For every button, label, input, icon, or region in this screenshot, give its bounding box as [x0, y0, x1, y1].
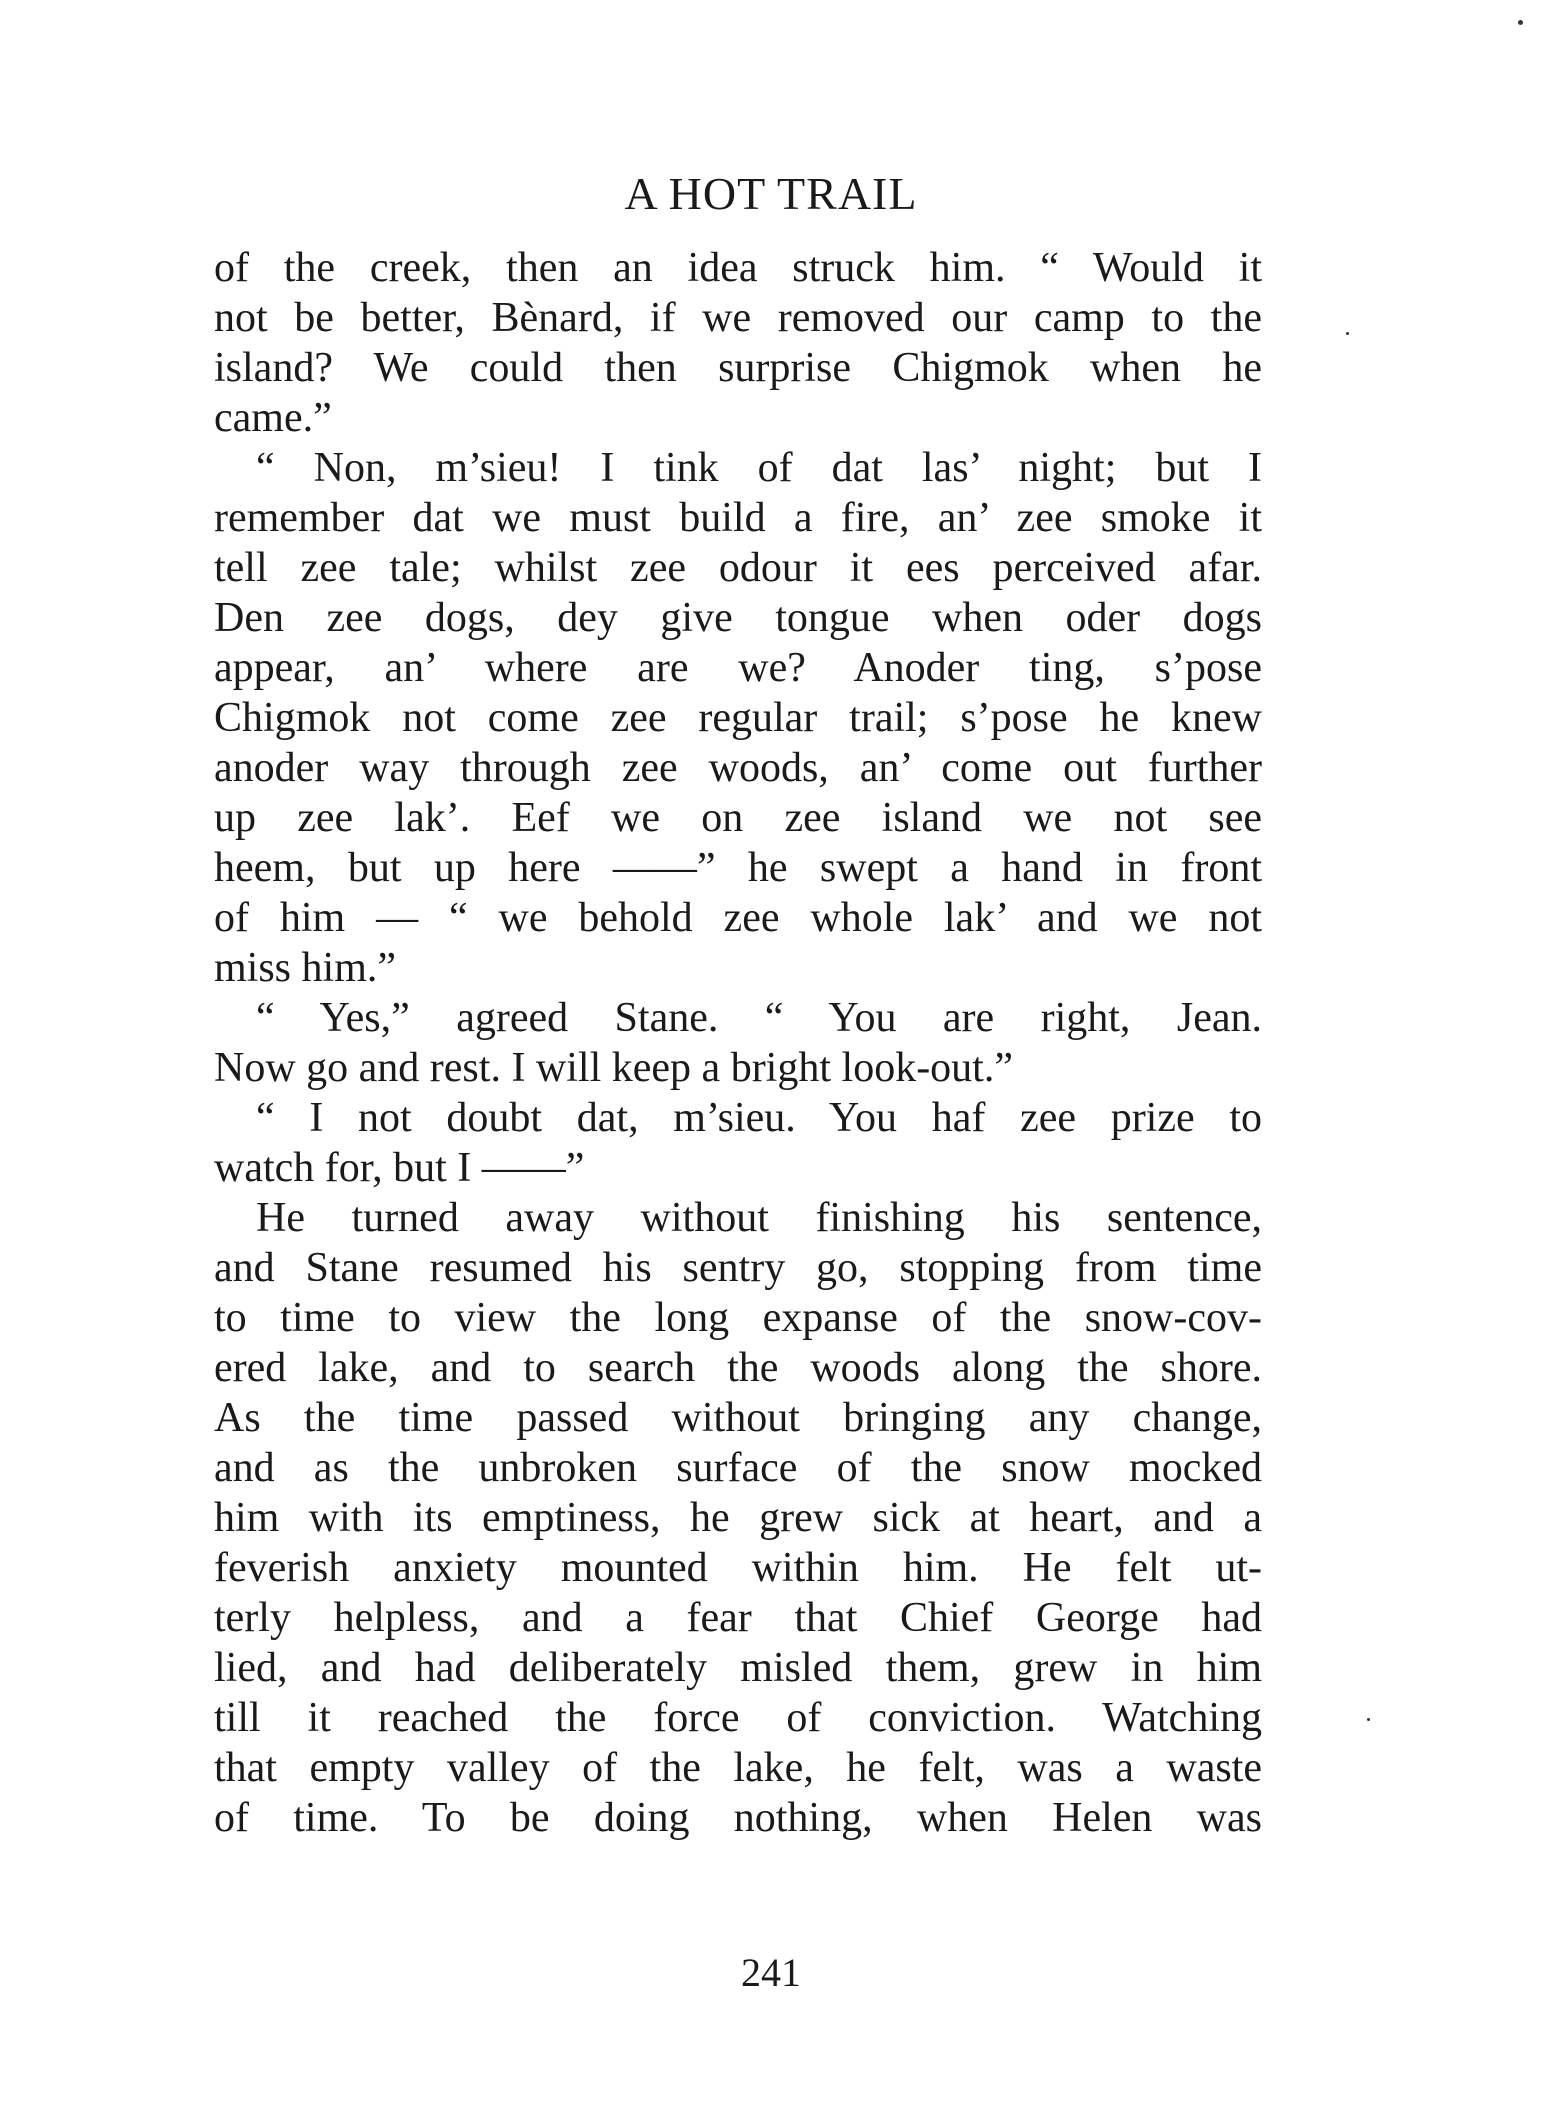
text-line: He turned away without finishing his sentence,	[256, 1195, 1262, 1241]
text-line: ered lake, and to search the woods along the shore.	[214, 1345, 1262, 1391]
text-line: of the creek, then an idea struck him. “ Would it	[214, 245, 1262, 291]
text-line: miss him.”	[214, 945, 397, 991]
text-line: island? We could then surprise Chigmok when he	[214, 345, 1262, 391]
text-line: not be better, Bènard, if we removed our camp to the	[214, 295, 1262, 341]
text-line: “ I not doubt dat, m’sieu. You haf zee prize to	[256, 1095, 1262, 1141]
text-line: Den zee dogs, dey give tongue when oder dogs	[214, 595, 1262, 641]
text-line: “ Yes,” agreed Stane. “ You are right, Jean.	[256, 995, 1262, 1041]
text-line: terly helpless, and a fear that Chief George had	[214, 1595, 1262, 1641]
page-number: 241	[741, 1950, 801, 1995]
text-line: him with its emptiness, he grew sick at heart, and a	[214, 1495, 1262, 1541]
text-line: came.”	[214, 395, 332, 441]
text-line: of him — “ we behold zee whole lak’ and we not	[214, 895, 1262, 941]
text-line: feverish anxiety mounted within him. He felt ut-	[214, 1545, 1262, 1591]
text-line: anoder way through zee woods, an’ come out further	[214, 745, 1262, 791]
text-line: remember dat we must build a fire, an’ zee smoke it	[214, 495, 1262, 541]
text-line: to time to view the long expanse of the snow-cov-	[214, 1295, 1262, 1341]
scan-speck	[1346, 332, 1349, 335]
text-line: “ Non, m’sieu! I tink of dat las’ night; but I	[256, 445, 1262, 491]
text-line: watch for, but I ——”	[214, 1145, 585, 1191]
text-line: lied, and had deliberately misled them, grew in him	[214, 1645, 1262, 1691]
text-line: till it reached the force of conviction. Watching	[214, 1695, 1262, 1741]
scan-speck	[1367, 1718, 1370, 1721]
running-head: A HOT TRAIL	[624, 168, 918, 219]
text-line: of time. To be doing nothing, when Helen was	[214, 1795, 1262, 1841]
text-line: As the time passed without bringing any change,	[214, 1395, 1262, 1441]
scan-speck	[1518, 20, 1523, 25]
text-line: tell zee tale; whilst zee odour it ees perceived afar.	[214, 545, 1262, 591]
text-line: that empty valley of the lake, he felt, was a waste	[214, 1745, 1262, 1791]
text-line: Chigmok not come zee regular trail; s’pose he knew	[214, 695, 1262, 741]
body-text	[214, 243, 1262, 1843]
text-line: Now go and rest. I will keep a bright look-out.”	[214, 1045, 1013, 1091]
text-line: and as the unbroken surface of the snow mocked	[214, 1445, 1262, 1491]
text-line: heem, but up here ——” he swept a hand in front	[214, 845, 1262, 891]
text-line: appear, an’ where are we? Anoder ting, s’pose	[214, 645, 1262, 691]
text-line: and Stane resumed his sentry go, stopping from time	[214, 1245, 1262, 1291]
text-line: up zee lak’. Eef we on zee island we not see	[214, 795, 1262, 841]
